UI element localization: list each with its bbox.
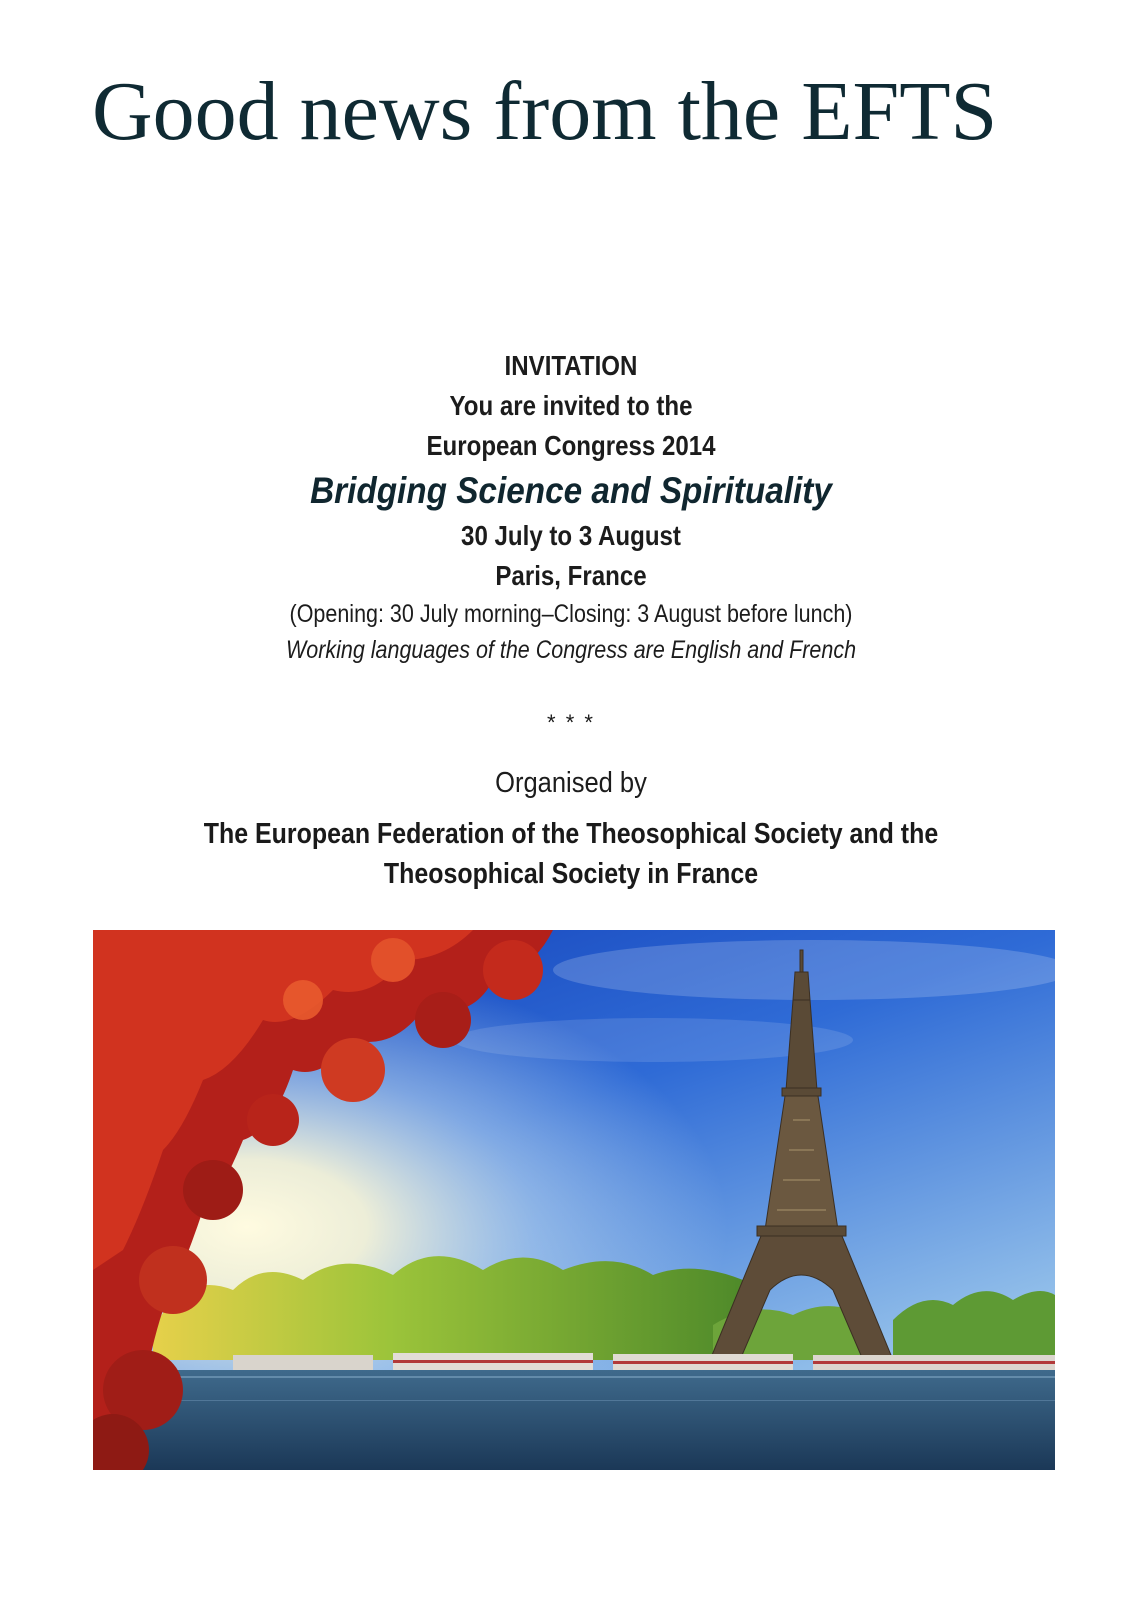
river-seine: [93, 1370, 1055, 1470]
paris-scene-illustration: [93, 930, 1055, 1470]
invitation-block: [0, 346, 1142, 668]
separator: * * *: [547, 710, 595, 735]
eiffel-tower-photo: [93, 930, 1055, 1470]
river-boats: [233, 1353, 1055, 1371]
languages-note: Working languages of the Congress are English and French: [285, 636, 857, 664]
event-location: Paris, France: [495, 560, 647, 591]
organiser-line-2: Theosophical Society in France: [383, 858, 759, 890]
organisers: [0, 814, 1142, 894]
congress-theme: Bridging Science and Spirituality: [310, 470, 832, 511]
schedule-note: (Opening: 30 July morning–Closing: 3 August before lunch): [289, 600, 853, 628]
event-dates: 30 July to 3 August: [461, 520, 681, 551]
page-title: Good news from the EFTS: [92, 65, 998, 158]
invited-line: You are invited to the: [449, 390, 693, 421]
event-name: European Congress 2014: [426, 430, 716, 461]
organised-by-label: Organised by: [495, 767, 647, 799]
invitation-heading: INVITATION: [504, 350, 638, 381]
organiser-line-1: The European Federation of the Theosophical Society and the: [203, 818, 939, 850]
